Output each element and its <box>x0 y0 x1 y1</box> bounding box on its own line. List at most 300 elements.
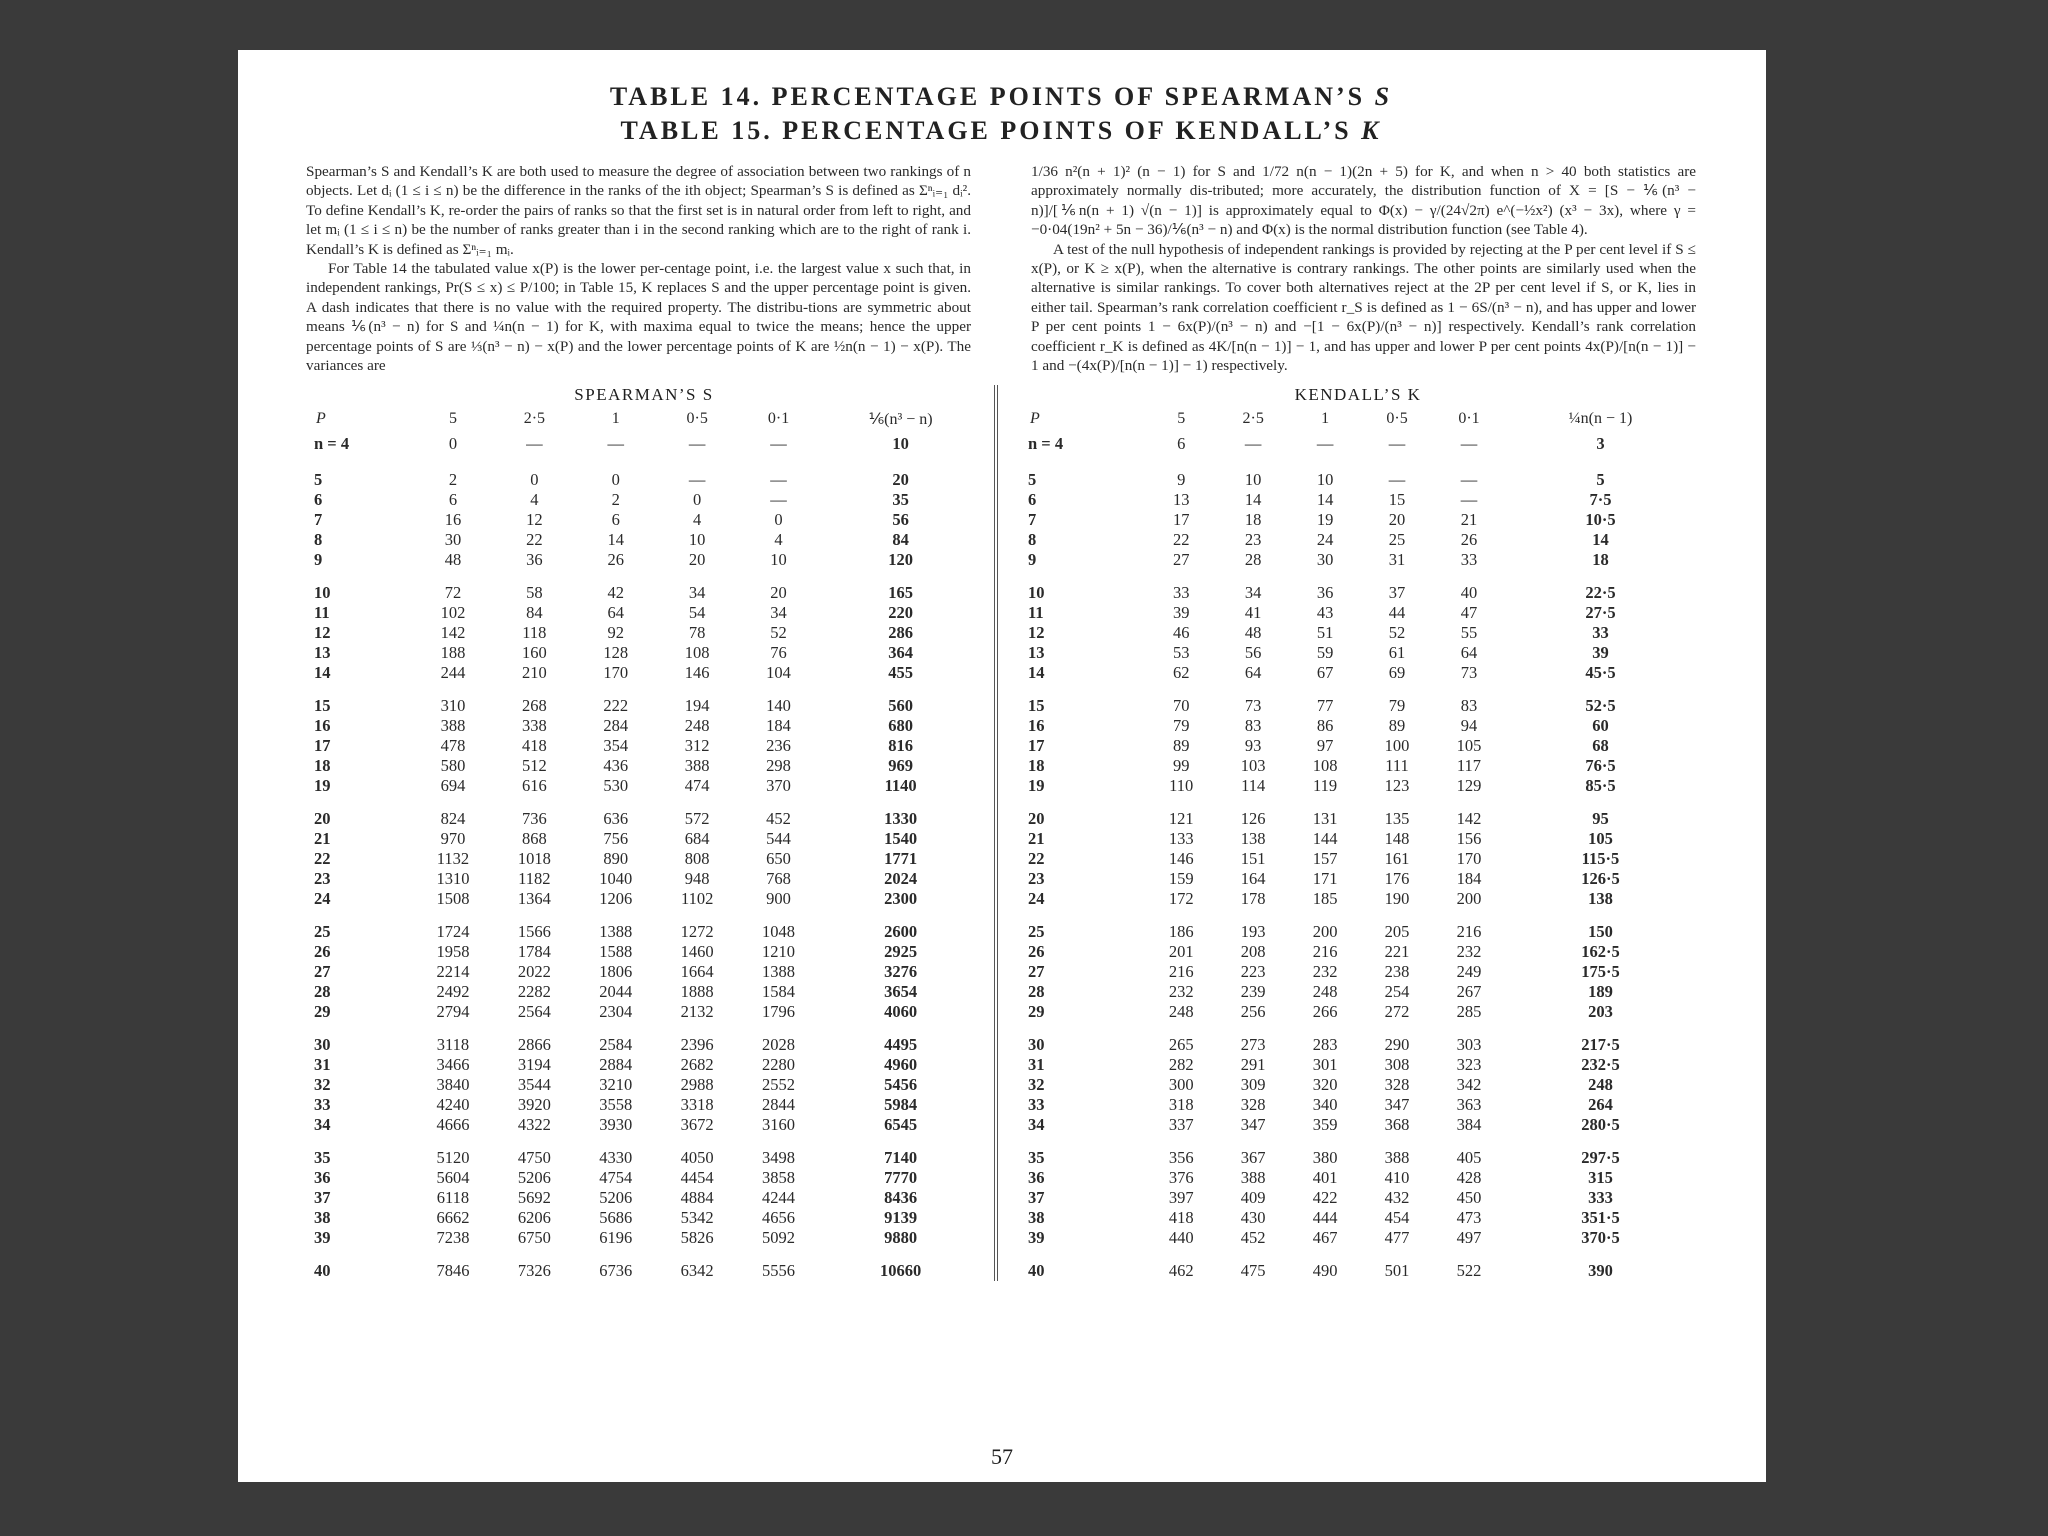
table-cell: 368 <box>1384 1115 1410 1135</box>
table-cell: 5686 <box>599 1208 633 1228</box>
table-row <box>1020 736 1696 756</box>
table-cell: 4454 <box>680 1168 714 1188</box>
table-cell: 6545 <box>884 1115 918 1135</box>
table-cell: 210 <box>521 663 547 683</box>
table-cell: 356 <box>1168 1148 1194 1168</box>
table-cell: 432 <box>1384 1188 1410 1208</box>
table-row <box>1020 1208 1696 1228</box>
table-row <box>306 982 982 1002</box>
table-cell: — <box>770 490 787 510</box>
page-title <box>306 80 1696 148</box>
table-cell: 333 <box>1588 1188 1613 1208</box>
table-row <box>1020 550 1696 570</box>
table-cell: 337 <box>1168 1115 1194 1135</box>
table-cell: 1388 <box>762 962 796 982</box>
table-cell: 83 <box>1460 696 1478 716</box>
table-cell: 14 <box>1244 490 1262 510</box>
table-cell: 1210 <box>762 942 796 962</box>
table-row <box>1020 1095 1696 1115</box>
table-row <box>306 1095 982 1115</box>
table-cell: 359 <box>1312 1115 1338 1135</box>
table-cell: 2844 <box>762 1095 796 1115</box>
table-cell: 34 <box>1244 583 1262 603</box>
row-n-cell: 34 <box>1028 1115 1045 1135</box>
table-cell: 684 <box>684 829 710 849</box>
table-cell: 282 <box>1168 1055 1194 1075</box>
table-cell: 384 <box>1456 1115 1482 1135</box>
table-cell: 380 <box>1312 1148 1338 1168</box>
table-row <box>306 510 982 530</box>
table-cell: 129 <box>1456 776 1482 796</box>
row-n-cell: 9 <box>314 550 323 570</box>
row-n-cell: 22 <box>1028 849 1045 869</box>
row-n-cell: 36 <box>314 1168 331 1188</box>
table-cell: 10 <box>770 550 787 570</box>
row-n-cell: 8 <box>1028 530 1037 550</box>
table-cell: — <box>1244 434 1262 454</box>
table-row <box>306 1022 982 1055</box>
table-cell: 220 <box>888 603 913 623</box>
table-cell: 2280 <box>762 1055 796 1075</box>
table-cell: 3558 <box>599 1095 633 1115</box>
table-cell: 1958 <box>436 942 470 962</box>
spearman-caption: SPEARMAN’S S <box>574 385 714 405</box>
table-cell: 221 <box>1384 942 1410 962</box>
table-cell: 9880 <box>884 1228 918 1248</box>
table-cell: 39 <box>1172 603 1190 623</box>
table-cell: 3194 <box>517 1055 551 1075</box>
table-row <box>306 1002 982 1022</box>
table-cell: 48 <box>444 550 462 570</box>
table-cell: 102 <box>440 603 466 623</box>
table-cell: 297·5 <box>1581 1148 1620 1168</box>
table-cell: 232 <box>1168 982 1194 1002</box>
table-row <box>1020 457 1696 490</box>
table-cell: 9 <box>1177 470 1186 490</box>
table-cell: 6118 <box>436 1188 470 1208</box>
table-row <box>306 683 982 716</box>
table-row <box>1020 431 1696 457</box>
table-row <box>1020 510 1696 530</box>
table-cell: 69 <box>1388 663 1406 683</box>
table-cell: 1272 <box>680 922 714 942</box>
table-cell: 161 <box>1384 849 1410 869</box>
intro-paragraph: For Table 14 the tabulated value x(P) is the lower per-centage point, i.e. the largest value x such that, in independent rankings, Pr(S ≤ x) ≤ P/100; in Table 15, K replaces S and the upper percentage point is given. A dash indicates that there is no value with the required property. The distribu-tions are symmetric about means ⅙(n³ − n) for S and ¼n(n − 1) for K, with maxima equal to twice the means; hence the upper percentage points of S are ⅓(n³ − n) − x(P) and the lower percentage points of K are ½n(n − 1) − x(P). The variances are <box>306 260 971 375</box>
table-cell: 273 <box>1240 1035 1266 1055</box>
table-cell: 126 <box>1240 809 1266 829</box>
table-cell: 23 <box>1244 530 1262 550</box>
table-cell: — <box>1388 470 1406 490</box>
table-cell: 430 <box>1240 1208 1266 1228</box>
table-row <box>1020 942 1696 962</box>
table-cell: 150 <box>1588 922 1613 942</box>
table-row <box>1020 1055 1696 1075</box>
table-cell: — <box>1388 434 1406 454</box>
table-cell: — <box>770 434 787 454</box>
table-cell: 1388 <box>599 922 633 942</box>
table-cell: 418 <box>521 736 547 756</box>
table-cell: 39 <box>1592 643 1609 663</box>
column-header: ⅙(n³ − n) <box>868 411 933 429</box>
table-cell: 201 <box>1168 942 1194 962</box>
intro-paragraph: Spearman’s S and Kendall’s K are both used to measure the degree of association between two rankings of n objects. Let dᵢ (1 ≤ i ≤ n) be the difference in the ranks of the ith object; Spearman’s S is defined as Σⁿᵢ₌₁ dᵢ². To define Kendall’s K, re-order the pairs of ranks so that the first set is in natural order from left to right, and let mᵢ (1 ≤ i ≤ n) be the number of ranks greater than i in the second ranking which are to the right of rank i. Kendall’s K is defined as Σⁿᵢ₌₁ mᵢ. <box>306 163 971 258</box>
table-cell: 164 <box>1240 869 1266 889</box>
table-cell: 436 <box>603 756 629 776</box>
table-cell: 868 <box>521 829 547 849</box>
row-n-cell: 5 <box>314 470 323 490</box>
table-row <box>1020 1115 1696 1135</box>
table-cell: 5 <box>1596 470 1605 490</box>
row-n-cell: n = 4 <box>314 434 350 454</box>
document-page <box>238 50 1766 1482</box>
table-cell: 2028 <box>762 1035 796 1055</box>
table-cell: 5120 <box>436 1148 470 1168</box>
row-n-cell: 21 <box>314 829 331 849</box>
row-n-cell: 6 <box>1028 490 1037 510</box>
table-row <box>1020 1228 1696 1248</box>
table-cell: 254 <box>1384 982 1410 1002</box>
table-cell: 27 <box>1172 550 1190 570</box>
kendall-caption: KENDALL’S K <box>1294 385 1422 405</box>
row-n-cell: 33 <box>314 1095 331 1115</box>
table-cell: 17 <box>1172 510 1190 530</box>
table-cell: 4060 <box>884 1002 918 1022</box>
table-cell: 44 <box>1388 603 1406 623</box>
column-header: 2·5 <box>1242 410 1264 428</box>
table-cell: 34 <box>688 583 706 603</box>
table-cell: 216 <box>1456 922 1482 942</box>
table-cell: 462 <box>1168 1261 1194 1281</box>
table-cell: 108 <box>1312 756 1338 776</box>
row-n-cell: 32 <box>1028 1075 1045 1095</box>
table-cell: 1584 <box>762 982 796 1002</box>
row-n-cell: 30 <box>314 1035 331 1055</box>
table-cell: 1310 <box>436 869 470 889</box>
row-n-cell: 5 <box>1028 470 1037 490</box>
table-cell: 580 <box>440 756 466 776</box>
table-cell: 4240 <box>436 1095 470 1115</box>
table-cell: 7238 <box>436 1228 470 1248</box>
table-cell: 20 <box>770 583 787 603</box>
table-cell: 4666 <box>436 1115 470 1135</box>
table-cell: 7846 <box>436 1261 470 1281</box>
intro-text <box>306 162 1696 375</box>
table-cell: 2132 <box>680 1002 714 1022</box>
table-cell: 58 <box>526 583 543 603</box>
table-cell: 264 <box>1588 1095 1613 1115</box>
table-cell: 6750 <box>517 1228 551 1248</box>
row-n-cell: 21 <box>1028 829 1045 849</box>
table-cell: 1330 <box>884 809 918 829</box>
row-n-cell: 16 <box>1028 716 1045 736</box>
table-cell: 22 <box>526 530 543 550</box>
column-header: 5 <box>1177 410 1186 428</box>
table-cell: 3498 <box>762 1148 796 1168</box>
table-cell: — <box>688 470 706 490</box>
row-n-cell: 31 <box>314 1055 331 1075</box>
row-n-cell: 14 <box>314 663 331 683</box>
table-cell: 114 <box>1241 776 1266 796</box>
table-cell: 189 <box>1588 982 1613 1002</box>
table-cell: 216 <box>1168 962 1194 982</box>
table-cell: 300 <box>1168 1075 1194 1095</box>
table-cell: 268 <box>521 696 547 716</box>
table-cell: 48 <box>1244 623 1262 643</box>
table-cell: 4322 <box>517 1115 551 1135</box>
table-cell: 308 <box>1384 1055 1410 1075</box>
table-cell: 117 <box>1456 756 1482 776</box>
table-cell: 78 <box>688 623 706 643</box>
table-cell: 3544 <box>517 1075 551 1095</box>
row-n-cell: 40 <box>314 1261 331 1281</box>
table-cell: 418 <box>1168 1208 1194 1228</box>
table-cell: 28 <box>1244 550 1262 570</box>
table-cell: 36 <box>526 550 543 570</box>
table-cell: 5206 <box>599 1188 633 1208</box>
table-cell: 1364 <box>517 889 551 909</box>
table-cell: 3930 <box>599 1115 633 1135</box>
table-cell: 4 <box>530 490 539 510</box>
table-cell: 46 <box>1172 623 1190 643</box>
table-cell: 76·5 <box>1585 756 1616 776</box>
table-cell: 18 <box>1244 510 1262 530</box>
table-cell: 315 <box>1588 1168 1613 1188</box>
row-n-cell: 15 <box>314 696 331 716</box>
table-cell: 2492 <box>436 982 470 1002</box>
table-cell: 4960 <box>884 1055 918 1075</box>
table-cell: 12 <box>526 510 543 530</box>
table-cell: 560 <box>888 696 913 716</box>
table-cell: 497 <box>1456 1228 1482 1248</box>
table-cell: 338 <box>521 716 547 736</box>
row-n-cell: 15 <box>1028 696 1045 716</box>
table-cell: 1132 <box>436 849 470 869</box>
table-cell: 477 <box>1384 1228 1410 1248</box>
table-cell: 4884 <box>680 1188 714 1208</box>
title-line-2: TABLE 15. PERCENTAGE POINTS OF KENDALL’S K <box>620 116 1382 145</box>
table-cell: 72 <box>444 583 462 603</box>
table-cell: 6342 <box>680 1261 714 1281</box>
table-cell: 118 <box>522 623 547 643</box>
row-n-cell: 7 <box>314 510 323 530</box>
table-cell: 26 <box>1460 530 1478 550</box>
table-cell: 530 <box>603 776 629 796</box>
table-cell: 171 <box>1312 869 1338 889</box>
table-row <box>1020 570 1696 603</box>
table-cell: 1540 <box>884 829 918 849</box>
table-cell: 388 <box>440 716 466 736</box>
table-cell: 203 <box>1588 1002 1613 1022</box>
table-cell: 5206 <box>517 1168 551 1188</box>
table-cell: 4750 <box>517 1148 551 1168</box>
table-row <box>306 942 982 962</box>
table-cell: 184 <box>1456 869 1482 889</box>
table-cell: 5826 <box>680 1228 714 1248</box>
table-cell: 7770 <box>884 1168 918 1188</box>
table-cell: 22·5 <box>1585 583 1616 603</box>
table-cell: 73 <box>1460 663 1478 683</box>
table-cell: 478 <box>440 736 466 756</box>
table-cell: 160 <box>521 643 547 663</box>
table-cell: 178 <box>1240 889 1266 909</box>
column-header: 5 <box>448 410 457 428</box>
table-row <box>306 1115 982 1135</box>
table-cell: 1102 <box>680 889 714 909</box>
table-cell: 5984 <box>884 1095 918 1115</box>
table-row <box>1020 1168 1696 1188</box>
table-row <box>306 663 982 683</box>
table-cell: 115·5 <box>1581 849 1620 869</box>
table-cell: 64 <box>1460 643 1478 663</box>
table-cell: 756 <box>603 829 629 849</box>
table-cell: 291 <box>1240 1055 1266 1075</box>
table-cell: 30 <box>1316 550 1334 570</box>
table-cell: 3672 <box>680 1115 714 1135</box>
table-cell: 4656 <box>762 1208 796 1228</box>
table-cell: 454 <box>1384 1208 1410 1228</box>
table-cell: 969 <box>888 756 913 776</box>
table-cell: 248 <box>1312 982 1338 1002</box>
table-cell: 14 <box>1316 490 1334 510</box>
table-cell: 388 <box>1384 1148 1410 1168</box>
row-n-cell: 17 <box>314 736 331 756</box>
table-cell: 303 <box>1456 1035 1482 1055</box>
table-cell: 467 <box>1312 1228 1338 1248</box>
table-cell: 1018 <box>517 849 551 869</box>
table-cell: 144 <box>1312 829 1338 849</box>
intro-left-column <box>306 162 971 375</box>
table-row <box>306 909 982 942</box>
table-cell: 409 <box>1240 1188 1266 1208</box>
table-cell: 60 <box>1592 716 1609 736</box>
table-cell: 1724 <box>436 922 470 942</box>
row-n-cell: 12 <box>1028 623 1045 643</box>
table-cell: 89 <box>1172 736 1190 756</box>
table-cell: 185 <box>1312 889 1338 909</box>
table-cell: 77 <box>1316 696 1334 716</box>
row-n-cell: 23 <box>314 869 331 889</box>
row-n-cell: n = 4 <box>1028 434 1064 454</box>
table-cell: 157 <box>1312 849 1338 869</box>
table-cell: 138 <box>1588 889 1613 909</box>
column-header: P <box>316 410 326 428</box>
table-cell: — <box>526 434 543 454</box>
table-cell: 151 <box>1240 849 1266 869</box>
table-cell: 2600 <box>884 922 918 942</box>
table-cell: 2794 <box>436 1002 470 1022</box>
table-cell: 2304 <box>599 1002 633 1022</box>
table-cell: 2024 <box>884 869 918 889</box>
table-cell: 680 <box>888 716 913 736</box>
table-cell: 188 <box>440 643 466 663</box>
table-cell: 320 <box>1312 1075 1338 1095</box>
table-row <box>306 1055 982 1075</box>
table-row <box>1020 663 1696 683</box>
table-row <box>1020 530 1696 550</box>
table-cell: 10660 <box>879 1261 922 1281</box>
table-cell: 6 <box>611 510 620 530</box>
table-cell: 0 <box>693 490 702 510</box>
table-cell: 40 <box>1460 583 1478 603</box>
row-n-cell: 19 <box>1028 776 1045 796</box>
table-row <box>306 490 982 510</box>
table-cell: 1784 <box>517 942 551 962</box>
table-cell: — <box>1316 434 1334 454</box>
table-cell: 140 <box>766 696 791 716</box>
table-row <box>306 1208 982 1228</box>
table-cell: 890 <box>603 849 629 869</box>
table-cell: 2584 <box>599 1035 633 1055</box>
table-cell: 473 <box>1456 1208 1482 1228</box>
table-cell: 572 <box>684 809 710 829</box>
table-cell: 10 <box>1316 470 1334 490</box>
row-n-cell: 26 <box>314 942 331 962</box>
table-cell: 14 <box>607 530 624 550</box>
table-cell: 142 <box>1456 809 1482 829</box>
table-cell: 2214 <box>436 962 470 982</box>
table-cell: 36 <box>1316 583 1334 603</box>
table-cell: 142 <box>440 623 466 643</box>
row-n-cell: 10 <box>314 583 331 603</box>
table-cell: 236 <box>766 736 791 756</box>
table-cell: 370·5 <box>1581 1228 1620 1248</box>
table-cell: 2682 <box>680 1055 714 1075</box>
table-cell: 450 <box>1456 1188 1482 1208</box>
table-cell: 364 <box>888 643 913 663</box>
table-cell: 249 <box>1456 962 1482 982</box>
table-cell: 309 <box>1240 1075 1266 1095</box>
table-cell: 176 <box>1384 869 1410 889</box>
row-n-cell: 14 <box>1028 663 1045 683</box>
table-row <box>306 829 982 849</box>
table-row <box>1020 1002 1696 1022</box>
table-cell: 104 <box>766 663 791 683</box>
row-n-cell: 28 <box>314 982 331 1002</box>
table-cell: 4 <box>774 530 783 550</box>
table-cell: 410 <box>1384 1168 1410 1188</box>
table-row <box>306 716 982 736</box>
row-n-cell: 29 <box>314 1002 331 1022</box>
table-row <box>1020 1022 1696 1055</box>
table-cell: 217·5 <box>1581 1035 1620 1055</box>
spearman-table <box>306 407 982 1281</box>
table-cell: 238 <box>1384 962 1410 982</box>
table-cell: 20 <box>1388 510 1406 530</box>
table-cell: 184 <box>766 716 791 736</box>
table-cell: 265 <box>1168 1035 1194 1055</box>
table-cell: 3160 <box>762 1115 796 1135</box>
table-row <box>1020 603 1696 623</box>
table-cell: 444 <box>1312 1208 1338 1228</box>
table-cell: 79 <box>1388 696 1406 716</box>
table-cell: 0 <box>530 470 539 490</box>
table-cell: 354 <box>603 736 629 756</box>
table-cell: 15 <box>1388 490 1406 510</box>
table-cell: 328 <box>1384 1075 1410 1095</box>
row-n-cell: 18 <box>1028 756 1045 776</box>
table-cell: 636 <box>603 809 629 829</box>
table-cell: 2044 <box>599 982 633 1002</box>
row-n-cell: 17 <box>1028 736 1045 756</box>
table-cell: 501 <box>1384 1261 1410 1281</box>
table-cell: 5342 <box>680 1208 714 1228</box>
table-cell: 310 <box>440 696 466 716</box>
table-cell: 2 <box>611 490 620 510</box>
table-cell: 135 <box>1384 809 1410 829</box>
table-cell: 290 <box>1384 1035 1410 1055</box>
table-cell: 10 <box>1244 470 1262 490</box>
table-cell: 99 <box>1172 756 1190 776</box>
